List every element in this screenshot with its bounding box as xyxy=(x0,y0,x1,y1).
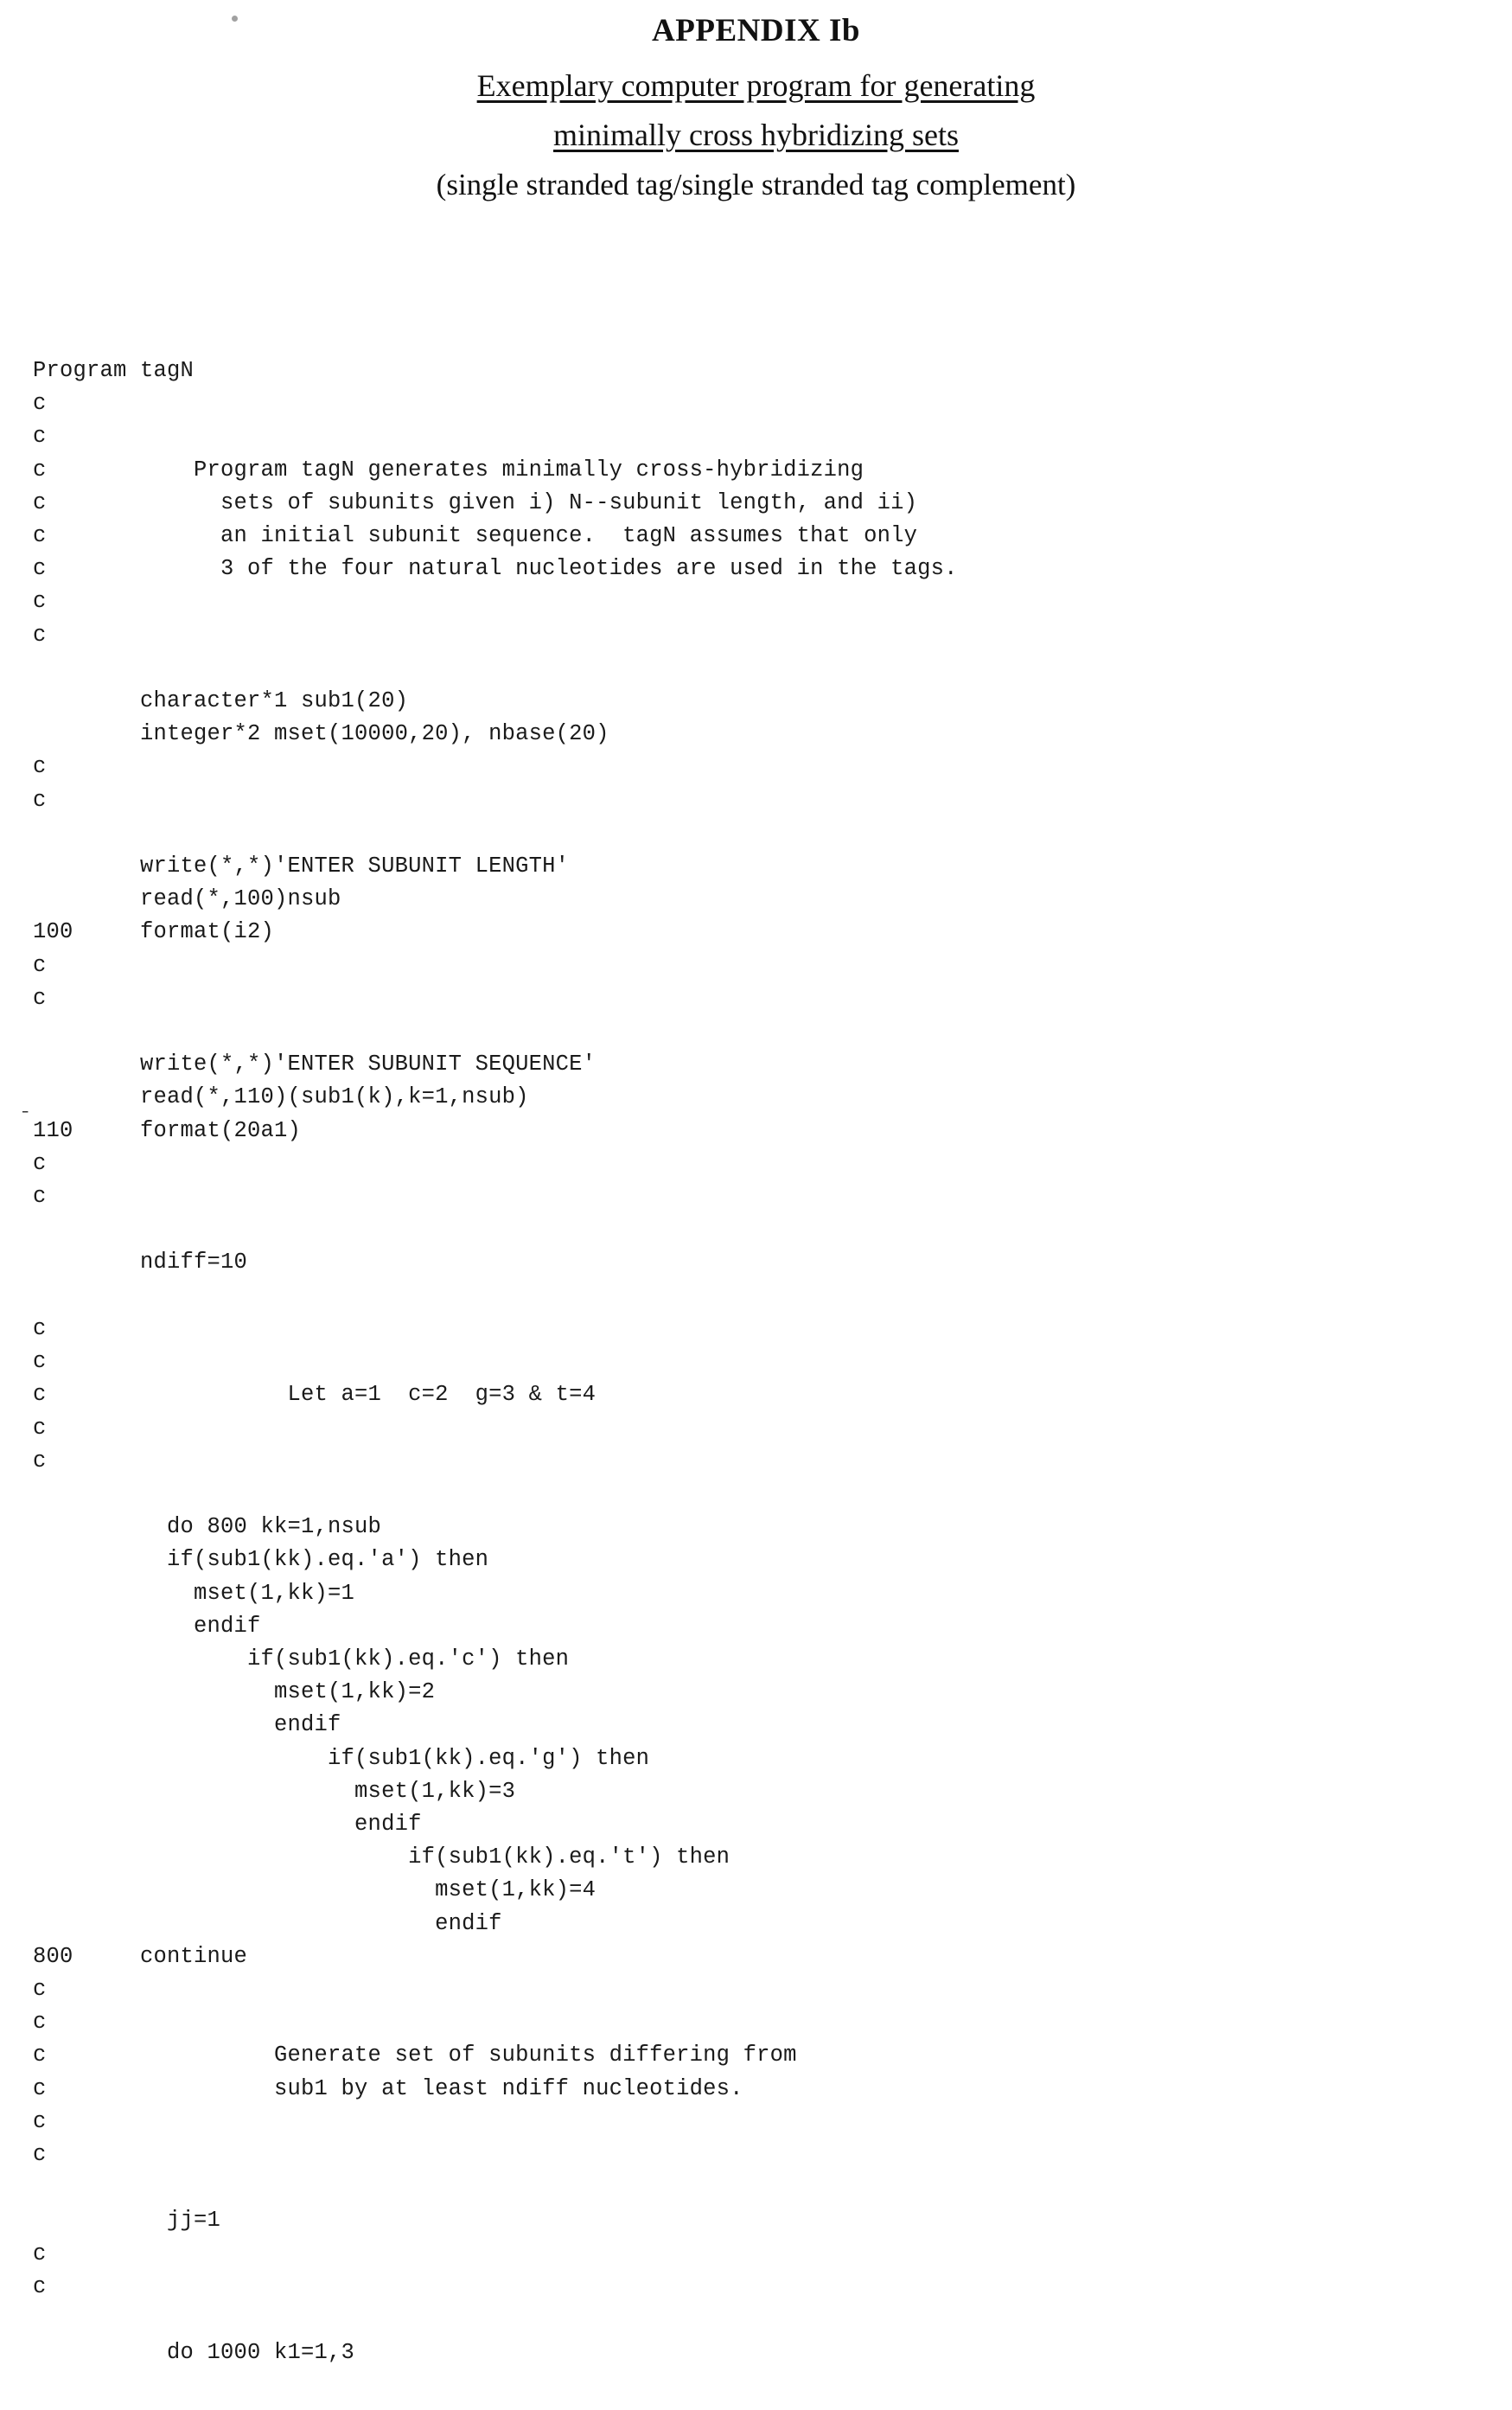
code-line: write(*,*)'ENTER SUBUNIT LENGTH' xyxy=(33,853,570,879)
code-line xyxy=(33,652,1495,685)
subtitle-line-2-text: minimally cross hybridizing sets xyxy=(553,118,959,153)
code-line: c Generate set of subunits differing from xyxy=(33,2042,797,2068)
code-line: read(*,100)nsub xyxy=(33,886,341,912)
code-line: if(sub1(kk).eq.'t') then xyxy=(33,1844,730,1870)
code-line: c xyxy=(33,589,47,615)
code-line: c xyxy=(33,1349,47,1375)
stray-tick-mark: ˉ xyxy=(19,1109,32,1132)
code-line: mset(1,kk)=1 xyxy=(33,1580,355,1606)
code-line xyxy=(33,1478,1495,1511)
code-line: c an initial subunit sequence. tagN assumes that only xyxy=(33,523,918,549)
code-line: c sets of subunits given i) N--subunit length, and ii) xyxy=(33,489,918,515)
code-line: c xyxy=(33,1184,47,1210)
code-line: c xyxy=(33,1976,47,2002)
subtitle-line-1 xyxy=(0,68,1512,104)
code-line: endif xyxy=(33,1910,502,1936)
code-line: c Let a=1 c=2 g=3 & t=4 xyxy=(33,1382,597,1408)
subtitle-line-1-text: Exemplary computer program for generating xyxy=(476,68,1036,103)
code-line: 100 format(i2) xyxy=(33,919,275,945)
code-line: if(sub1(kk).eq.'g') then xyxy=(33,1745,650,1771)
program-listing xyxy=(33,355,1495,2369)
code-line: write(*,*)'ENTER SUBUNIT SEQUENCE' xyxy=(33,1052,597,1077)
code-line: c xyxy=(33,2108,47,2134)
code-line: c 3 of the four natural nucleotides are used in the tags. xyxy=(33,556,958,582)
code-line: c xyxy=(33,2010,47,2036)
subtitle-line-3: (single stranded tag/single stranded tag complement) xyxy=(436,167,1076,201)
code-line: c xyxy=(33,787,47,813)
code-line: c xyxy=(33,2241,47,2266)
code-line: c sub1 by at least ndiff nucleotides. xyxy=(33,2075,743,2101)
code-line: c xyxy=(33,391,47,417)
code-line xyxy=(33,1015,1495,1048)
code-line xyxy=(33,1280,1495,1313)
appendix-title: APPENDIX Ib xyxy=(652,13,860,48)
code-line: do 800 kk=1,nsub xyxy=(33,1514,382,1540)
code-line: 800 continue xyxy=(33,1943,248,1969)
code-line xyxy=(33,817,1495,850)
code-line: endif xyxy=(33,1811,422,1837)
code-line: integer*2 mset(10000,20), nbase(20) xyxy=(33,721,609,747)
code-line xyxy=(33,2304,1495,2336)
code-line: if(sub1(kk).eq.'c') then xyxy=(33,1646,570,1672)
scan-artifact-dot xyxy=(232,16,238,22)
code-line: character*1 sub1(20) xyxy=(33,688,409,714)
code-line: c xyxy=(33,952,47,978)
code-line: endif xyxy=(33,1613,261,1639)
code-line: mset(1,kk)=2 xyxy=(33,1679,436,1705)
subtitle-line-2 xyxy=(0,118,1512,153)
code-line: c xyxy=(33,1448,47,1473)
code-line: c xyxy=(33,985,47,1011)
code-line xyxy=(33,2171,1495,2204)
code-line: read(*,110)(sub1(k),k=1,nsub) xyxy=(33,1084,529,1110)
code-line: c xyxy=(33,2141,47,2167)
code-line: c xyxy=(33,754,47,780)
code-line: jj=1 xyxy=(33,2208,221,2234)
code-line: do 1000 k1=1,3 xyxy=(33,2340,355,2366)
code-line: c xyxy=(33,1315,47,1341)
code-line: mset(1,kk)=3 xyxy=(33,1778,516,1804)
code-line: c xyxy=(33,622,47,648)
code-line: ndiff=10 xyxy=(33,1250,248,1275)
page-header xyxy=(0,0,1512,202)
code-line: mset(1,kk)=4 xyxy=(33,1877,597,1903)
code-line: c xyxy=(33,2273,47,2299)
code-line xyxy=(33,1213,1495,1246)
code-line: c xyxy=(33,424,47,450)
code-line: c xyxy=(33,1415,47,1441)
code-line: 110 format(20a1) xyxy=(33,1117,302,1143)
code-line: Program tagN xyxy=(33,358,195,383)
code-line: endif xyxy=(33,1712,341,1738)
code-line: c Program tagN generates minimally cross-hybridizing xyxy=(33,457,864,483)
code-line: c xyxy=(33,1150,47,1176)
code-line: if(sub1(kk).eq.'a') then xyxy=(33,1547,489,1573)
